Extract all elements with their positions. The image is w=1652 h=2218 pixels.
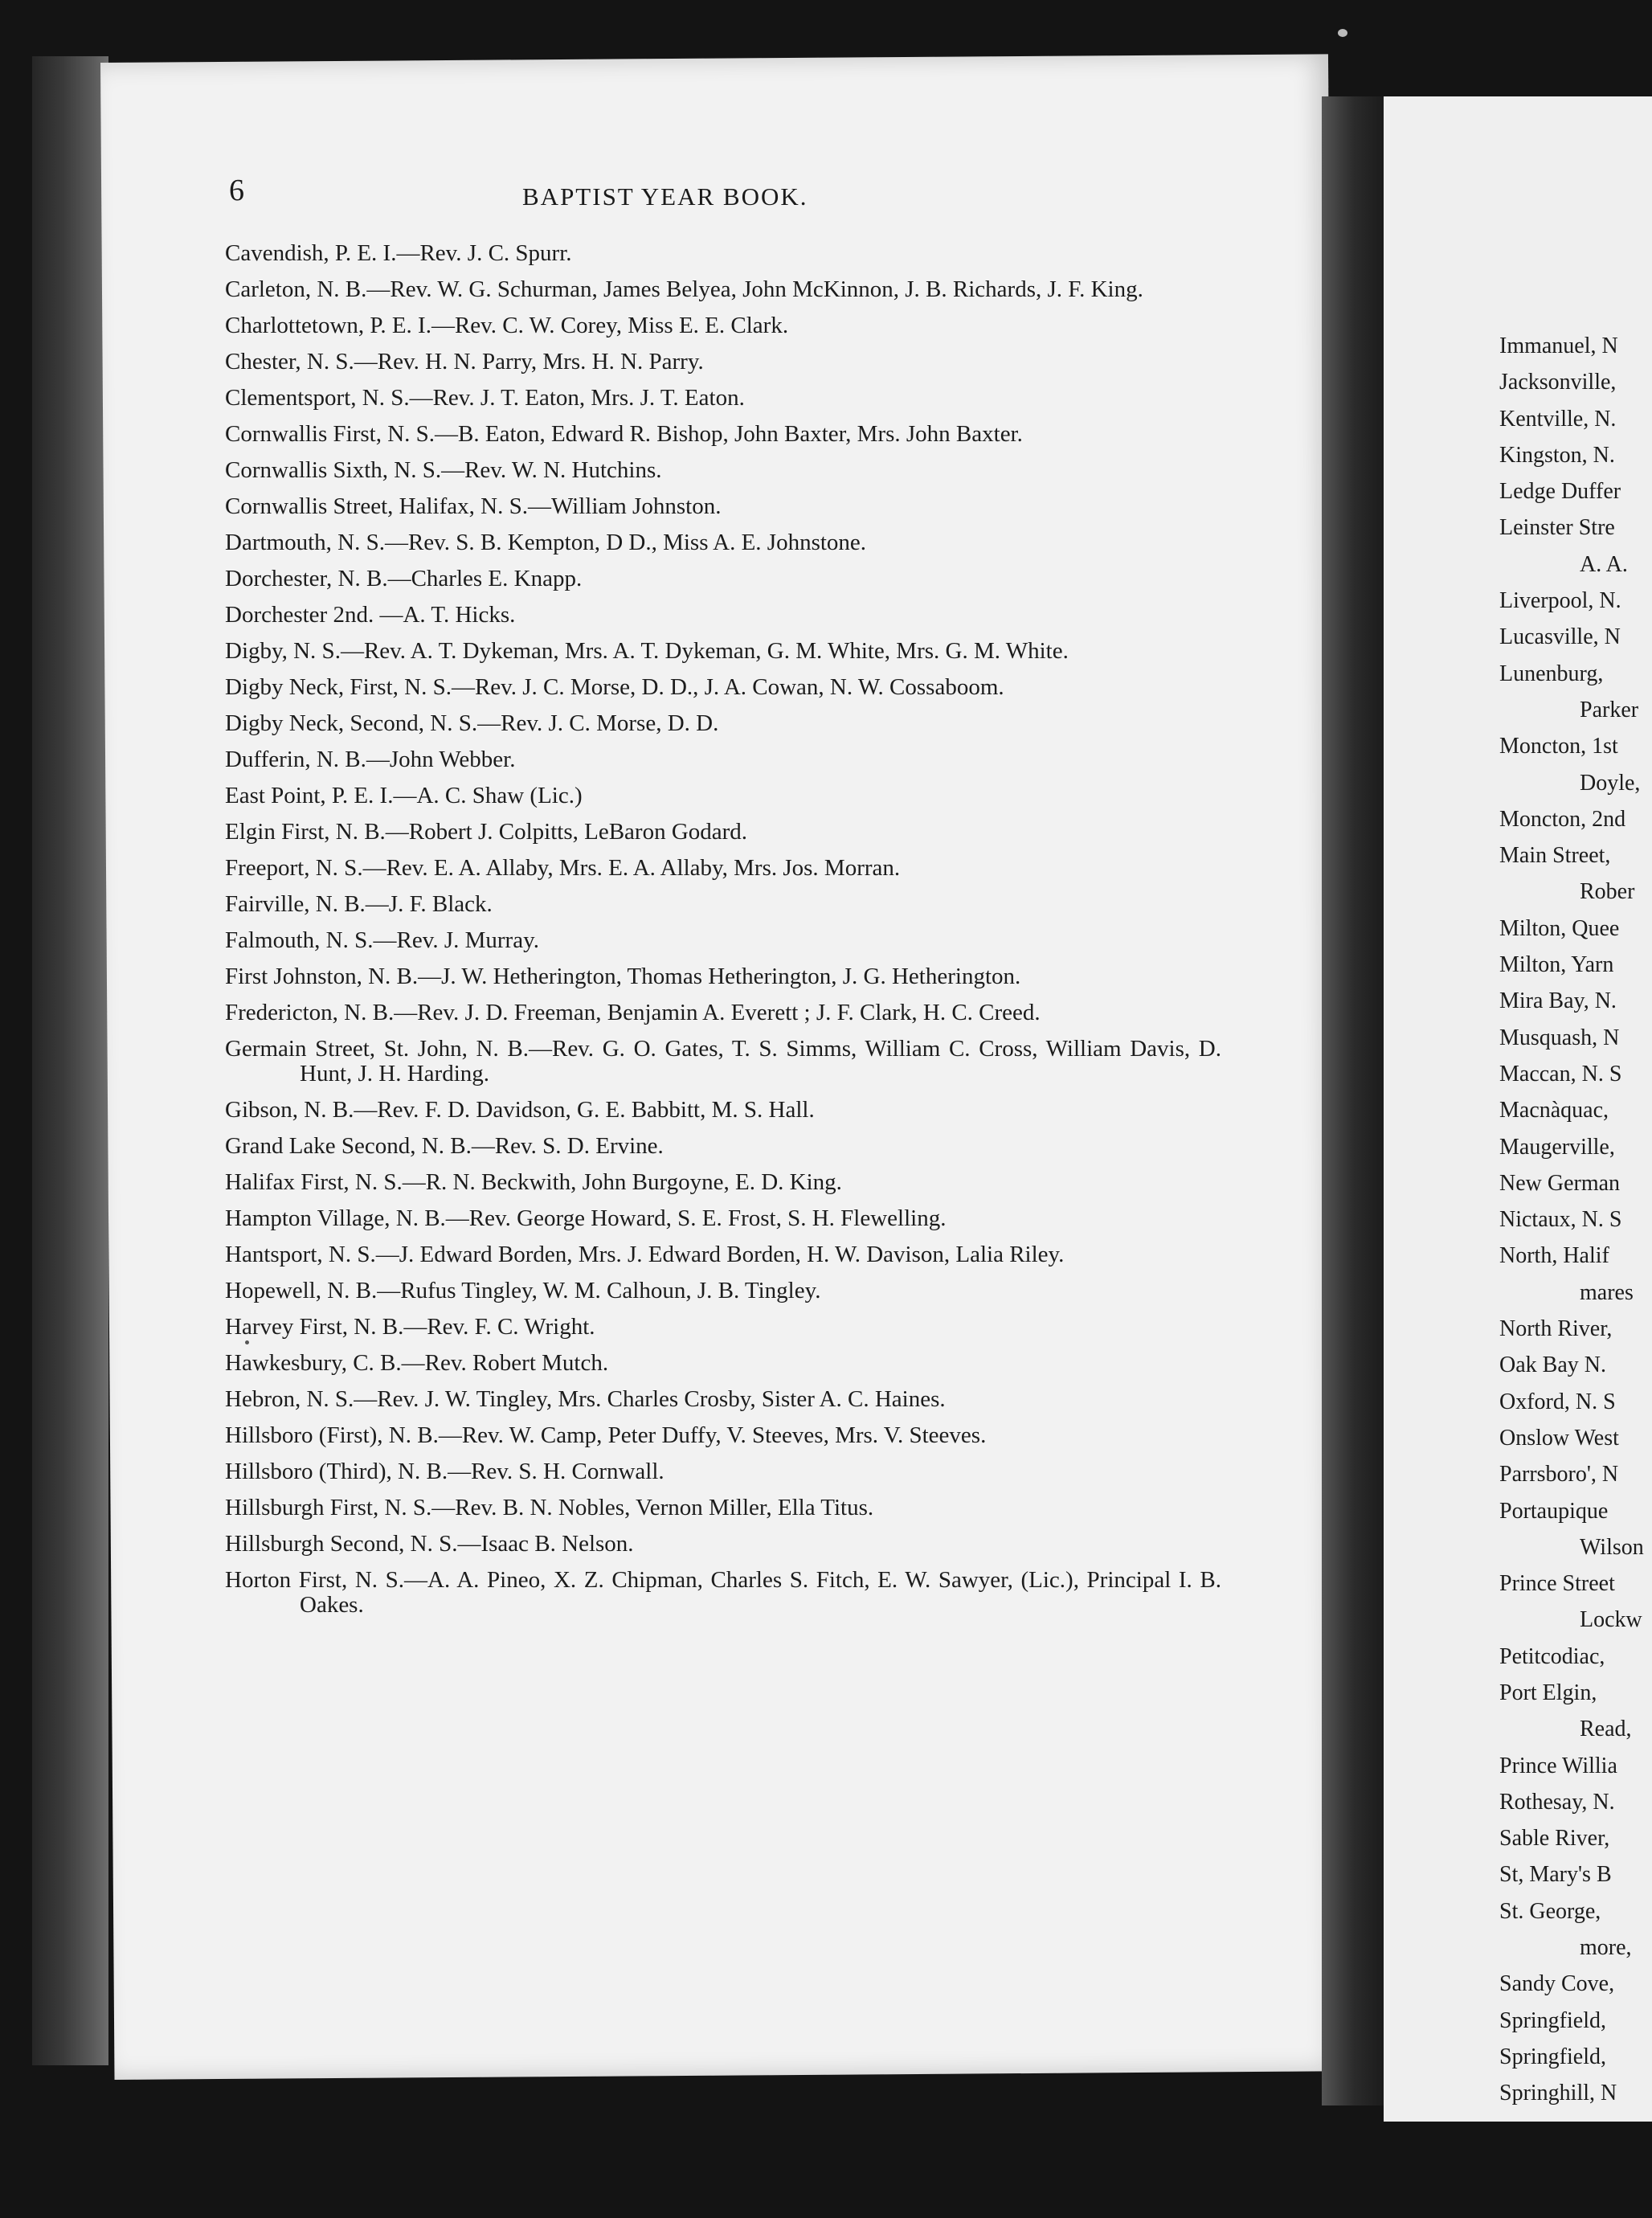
right-page-line: Read, [1580, 1717, 1632, 1742]
right-page-line: Wilson [1580, 1534, 1644, 1560]
right-page-line: Ledge Duffer [1499, 479, 1621, 505]
church-entry: East Point, P. E. I.—A. C. Shaw (Lic.) [225, 783, 583, 808]
right-page-line: St, Mary's B [1499, 1862, 1612, 1888]
church-entry: Hillsboro (Third), N. B.—Rev. S. H. Cornwall. [225, 1459, 664, 1484]
church-entry: Hebron, N. S.—Rev. J. W. Tingley, Mrs. Charles Crosby, Sister A. C. Haines. [225, 1386, 946, 1412]
church-entry: Digby Neck, First, N. S.—Rev. J. C. Morse, D. D., J. A. Cowan, N. W. Cossaboom. [225, 674, 1004, 700]
church-entry: Fairville, N. B.—J. F. Black. [225, 891, 493, 917]
church-entry: Elgin First, N. B.—Robert J. Colpitts, LeBaron Godard. [225, 819, 748, 845]
right-page-line: mares [1580, 1279, 1634, 1305]
right-page-line: Oak Bay N. [1499, 1352, 1606, 1378]
church-entry: Clementsport, N. S.—Rev. J. T. Eaton, Mrs. J. T. Eaton. [225, 385, 745, 411]
right-page-line: Musquash, N [1499, 1025, 1620, 1050]
church-entry: Dartmouth, N. S.—Rev. S. B. Kempton, D D., Miss A. E. Johnstone. [225, 530, 867, 555]
right-page-line: Springfield, [1499, 2007, 1606, 2033]
right-page-line: Prince Willia [1499, 1753, 1617, 1778]
right-page-list [1499, 328, 1644, 2112]
right-page-line: Rothesay, N. [1499, 1789, 1615, 1815]
right-page-line: Kingston, N. [1499, 442, 1615, 468]
right-page-line: Parrsboro', N [1499, 1462, 1619, 1488]
church-entry: Dorchester 2nd. —A. T. Hicks. [225, 602, 516, 628]
right-page-line: Moncton, 2nd [1499, 806, 1626, 832]
church-entry: First Johnston, N. B.—J. W. Hetherington, Thomas Hetherington, J. G. Hetherington. [225, 964, 1021, 989]
right-page-line: Jacksonville, [1499, 370, 1617, 395]
right-page-line: Onslow West [1499, 1425, 1619, 1451]
right-page-line: Mira Bay, N. [1499, 988, 1617, 1014]
right-page-line: Nictaux, N. S [1499, 1207, 1622, 1233]
church-entry: Halifax First, N. S.—R. N. Beckwith, John Burgoyne, E. D. King. [225, 1169, 842, 1195]
page-number: 6 [229, 174, 244, 207]
right-page-line: New German [1499, 1170, 1621, 1196]
right-page-line: Lucasville, N [1499, 624, 1621, 650]
church-entry: Falmouth, N. S.—Rev. J. Murray. [225, 927, 539, 953]
book-left-edge [32, 56, 108, 2065]
right-page-line: Port Elgin, [1499, 1680, 1597, 1705]
church-entry: Harvey First, N. B.—Rev. F. C. Wright. [225, 1314, 595, 1340]
right-page-line: North River, [1499, 1316, 1613, 1342]
right-page-line: Springhill, N [1499, 2081, 1617, 2106]
church-entry: Horton First, N. S.—A. A. Pineo, X. Z. Chipman, Charles S. Fitch, E. W. Sawyer, (Lic.), Principal I. B. Oakes. [225, 1567, 1221, 1618]
church-entry: Charlottetown, P. E. I.—Rev. C. W. Corey, Miss E. E. Clark. [225, 313, 789, 338]
scan-speck [1338, 29, 1347, 37]
church-entry: Dorchester, N. B.—Charles E. Knapp. [225, 566, 583, 591]
right-page-line: Rober [1580, 879, 1635, 905]
right-page-line: Maugerville, [1499, 1134, 1615, 1160]
church-entry: Cornwallis Street, Halifax, N. S.—William Johnston. [225, 493, 722, 519]
church-entry: Hillsburgh First, N. S.—Rev. B. N. Nobles, Vernon Miller, Ella Titus. [225, 1495, 874, 1520]
church-entry: Digby, N. S.—Rev. A. T. Dykeman, Mrs. A. T. Dykeman, G. M. White, Mrs. G. M. White. [225, 638, 1069, 664]
right-page-line: Maccan, N. S [1499, 1061, 1622, 1086]
church-entry: Hillsboro (First), N. B.—Rev. W. Camp, Peter Duffy, V. Steeves, Mrs. V. Steeves. [225, 1422, 987, 1448]
right-page-line: Milton, Yarn [1499, 952, 1614, 978]
church-entry: Hampton Village, N. B.—Rev. George Howard, S. E. Frost, S. H. Flewelling. [225, 1205, 947, 1231]
church-entry: Cornwallis Sixth, N. S.—Rev. W. N. Hutchins. [225, 457, 662, 483]
right-page-line: Main Street, [1499, 843, 1611, 869]
right-page-line: Lunenburg, [1499, 661, 1604, 686]
church-entry: Freeport, N. S.—Rev. E. A. Allaby, Mrs. E. A. Allaby, Mrs. Jos. Morran. [225, 855, 901, 881]
church-entry: Cavendish, P. E. I.—Rev. J. C. Spurr. [225, 240, 572, 266]
church-list [225, 241, 1221, 1629]
church-entry: Cornwallis First, N. S.—B. Eaton, Edward R. Bishop, John Baxter, Mrs. John Baxter. [225, 421, 1023, 447]
right-page-line: Sable River, [1499, 1826, 1610, 1852]
right-page-line: Leinster Stre [1499, 515, 1615, 541]
right-page-line: Doyle, [1580, 770, 1641, 796]
right-page-line: Macnàquac, [1499, 1098, 1609, 1123]
church-entry: Hillsburgh Second, N. S.—Isaac B. Nelson. [225, 1531, 634, 1557]
right-page-line: Kentville, N. [1499, 406, 1617, 432]
church-entry: Grand Lake Second, N. B.—Rev. S. D. Ervine. [225, 1133, 664, 1159]
right-page-line: St. George, [1499, 1898, 1601, 1924]
right-page-line: Portaupique [1499, 1498, 1609, 1524]
right-page-line: Parker [1580, 697, 1639, 722]
book-gutter [1322, 96, 1386, 2105]
right-page-line: Immanuel, N [1499, 334, 1618, 358]
church-entry: Hopewell, N. B.—Rufus Tingley, W. M. Calhoun, J. B. Tingley. [225, 1278, 821, 1303]
right-page-line: A. A. [1580, 551, 1628, 577]
church-entry: Hantsport, N. S.—J. Edward Borden, Mrs. J. Edward Borden, H. W. Davison, Lalia Riley. [225, 1242, 1065, 1267]
right-page-line: Milton, Quee [1499, 915, 1620, 941]
church-entry: Carleton, N. B.—Rev. W. G. Schurman, James Belyea, John McKinnon, J. B. Richards, J. F. King. [225, 276, 1143, 302]
right-page-line: more, [1580, 1935, 1632, 1961]
right-page-line: Liverpool, N. [1499, 588, 1621, 614]
church-entry: Hawkesbury, C. B.—Rev. Robert Mutch. [225, 1350, 609, 1376]
church-entry: Fredericton, N. B.—Rev. J. D. Freeman, Benjamin A. Everett ; J. F. Clark, H. C. Creed. [225, 1000, 1041, 1025]
scan-speck [245, 1340, 249, 1344]
right-page-line: North, Halif [1499, 1243, 1609, 1269]
church-entry: Chester, N. S.—Rev. H. N. Parry, Mrs. H. N. Parry. [225, 349, 704, 374]
church-entry: Gibson, N. B.—Rev. F. D. Davidson, G. E. Babbitt, M. S. Hall. [225, 1097, 815, 1123]
right-page-line: Oxford, N. S [1499, 1389, 1616, 1414]
right-page-line: Lockw [1580, 1607, 1642, 1633]
running-head: BAPTIST YEAR BOOK. [522, 182, 808, 211]
church-entry: Dufferin, N. B.—John Webber. [225, 747, 516, 772]
right-page-line: Petitcodiac, [1499, 1643, 1605, 1669]
right-page-line: Prince Street [1499, 1571, 1615, 1597]
right-page-line: Springfield, [1499, 2044, 1606, 2069]
church-entry: Digby Neck, Second, N. S.—Rev. J. C. Morse, D. D. [225, 710, 719, 736]
church-entry: Germain Street, St. John, N. B.—Rev. G. O. Gates, T. S. Simms, William C. Cross, William Davis, D. Hunt, J. H. Harding. [225, 1036, 1221, 1086]
right-page-line: Sandy Cove, [1499, 1971, 1615, 1997]
right-page-line: Moncton, 1st [1499, 734, 1618, 759]
